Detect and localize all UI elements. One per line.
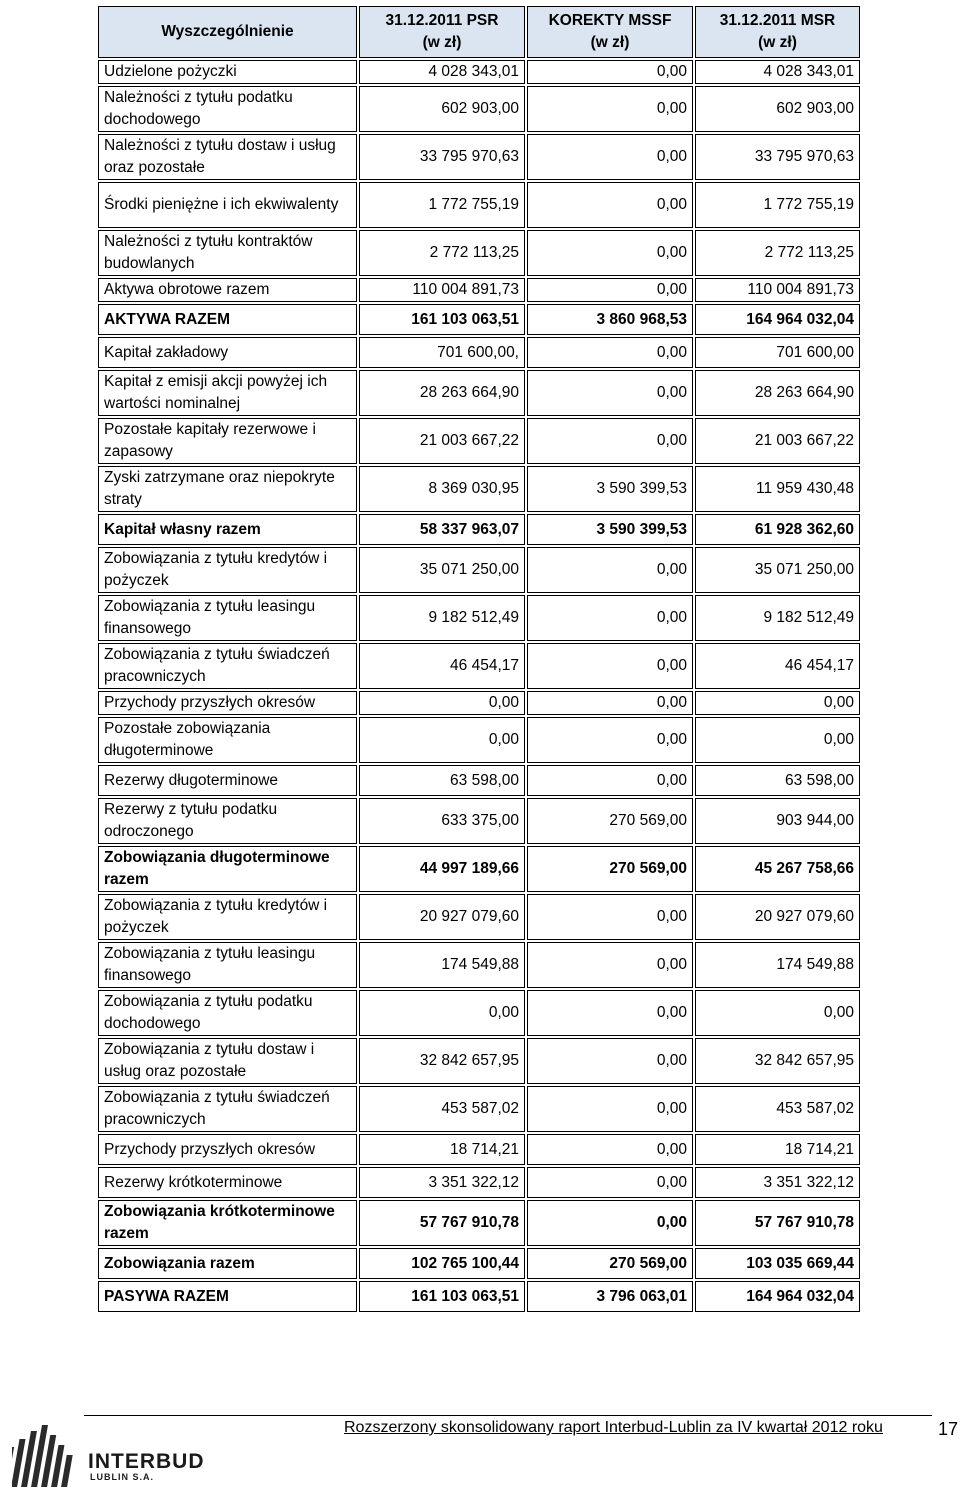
value-corrections: 0,00 (527, 990, 693, 1036)
row-label: Rezerwy z tytułu podatku odroczonego (98, 798, 357, 844)
table-row (98, 418, 860, 464)
value-psr: 0,00 (359, 717, 525, 763)
table-row (98, 1281, 860, 1312)
value-msr: 61 928 362,60 (695, 514, 860, 545)
value-msr: 2 772 113,25 (695, 230, 860, 276)
value-msr: 28 263 664,90 (695, 370, 860, 416)
report-title: Rozszerzony skonsolidowany raport Interbud-Lublin za IV kwartał 2012 roku (344, 1419, 883, 1436)
table-row (98, 942, 860, 988)
value-psr: 161 103 063,51 (359, 1281, 525, 1312)
row-label: Zobowiązania z tytułu dostaw i usług oraz pozostałe (98, 1038, 357, 1084)
table-row (98, 1167, 860, 1198)
value-psr: 58 337 963,07 (359, 514, 525, 545)
value-psr: 2 772 113,25 (359, 230, 525, 276)
table-row (98, 278, 860, 302)
table-row (98, 1200, 860, 1246)
row-label: Kapitał własny razem (98, 514, 357, 545)
row-label: Zyski zatrzymane oraz niepokryte straty (98, 466, 357, 512)
table-row (98, 643, 860, 689)
financial-table (96, 4, 862, 1314)
row-label: Przychody przyszłych okresów (98, 1134, 357, 1165)
row-label: Środki pieniężne i ich ekwiwalenty (98, 182, 357, 228)
value-corrections: 0,00 (527, 894, 693, 940)
table-row (98, 1248, 860, 1279)
value-psr: 63 598,00 (359, 765, 525, 796)
value-psr: 33 795 970,63 (359, 134, 525, 180)
value-corrections: 0,00 (527, 691, 693, 715)
table-row (98, 86, 860, 132)
value-corrections: 0,00 (527, 643, 693, 689)
row-label: AKTYWA RAZEM (98, 304, 357, 335)
value-msr: 57 767 910,78 (695, 1200, 860, 1246)
value-psr: 453 587,02 (359, 1086, 525, 1132)
value-msr: 453 587,02 (695, 1086, 860, 1132)
table-row (98, 798, 860, 844)
value-msr: 1 772 755,19 (695, 182, 860, 228)
value-corrections: 0,00 (527, 1167, 693, 1198)
value-msr: 32 842 657,95 (695, 1038, 860, 1084)
row-label: Należności z tytułu kontraktów budowlanych (98, 230, 357, 276)
table-row (98, 547, 860, 593)
value-msr: 33 795 970,63 (695, 134, 860, 180)
value-corrections: 0,00 (527, 717, 693, 763)
table-row (98, 230, 860, 276)
row-label: Zobowiązania razem (98, 1248, 357, 1279)
table-row (98, 990, 860, 1036)
value-psr: 44 997 189,66 (359, 846, 525, 892)
value-msr: 0,00 (695, 990, 860, 1036)
table-row (98, 717, 860, 763)
value-msr: 63 598,00 (695, 765, 860, 796)
value-psr: 0,00 (359, 990, 525, 1036)
table-row (98, 182, 860, 228)
table-row (98, 1038, 860, 1084)
value-corrections: 0,00 (527, 230, 693, 276)
value-corrections: 0,00 (527, 86, 693, 132)
value-corrections: 3 796 063,01 (527, 1281, 693, 1312)
value-corrections: 270 569,00 (527, 798, 693, 844)
row-label: Zobowiązania długoterminowe razem (98, 846, 357, 892)
row-label: Przychody przyszłych okresów (98, 691, 357, 715)
table-row (98, 894, 860, 940)
value-psr: 9 182 512,49 (359, 595, 525, 641)
row-label: Rezerwy długoterminowe (98, 765, 357, 796)
row-label: Rezerwy krótkoterminowe (98, 1167, 357, 1198)
row-label: Zobowiązania z tytułu leasingu finansowego (98, 595, 357, 641)
row-label: Aktywa obrotowe razem (98, 278, 357, 302)
value-psr: 1 772 755,19 (359, 182, 525, 228)
value-psr: 8 369 030,95 (359, 466, 525, 512)
row-label: Należności z tytułu podatku dochodowego (98, 86, 357, 132)
logo-wordmark: INTERBUD (88, 1450, 205, 1473)
value-corrections: 270 569,00 (527, 1248, 693, 1279)
row-label: Udzielone pożyczki (98, 60, 357, 84)
footer-divider (84, 1415, 932, 1416)
value-psr: 35 071 250,00 (359, 547, 525, 593)
table-row (98, 595, 860, 641)
value-msr: 701 600,00 (695, 337, 860, 368)
value-psr: 18 714,21 (359, 1134, 525, 1165)
value-corrections: 270 569,00 (527, 846, 693, 892)
value-corrections: 0,00 (527, 942, 693, 988)
value-psr: 102 765 100,44 (359, 1248, 525, 1279)
table-row (98, 134, 860, 180)
table-row (98, 1134, 860, 1165)
row-label: Pozostałe kapitały rezerwowe i zapasowy (98, 418, 357, 464)
value-msr: 4 028 343,01 (695, 60, 860, 84)
value-msr: 45 267 758,66 (695, 846, 860, 892)
value-msr: 0,00 (695, 691, 860, 715)
value-corrections: 0,00 (527, 182, 693, 228)
header-row (98, 6, 860, 58)
row-label: Zobowiązania krótkoterminowe razem (98, 1200, 357, 1246)
row-label: Kapitał z emisji akcji powyżej ich wartości nominalnej (98, 370, 357, 416)
row-label: PASYWA RAZEM (98, 1281, 357, 1312)
table-row (98, 765, 860, 796)
value-corrections: 0,00 (527, 1134, 693, 1165)
value-corrections: 0,00 (527, 134, 693, 180)
table-row (98, 846, 860, 892)
value-psr: 0,00 (359, 691, 525, 715)
value-psr: 57 767 910,78 (359, 1200, 525, 1246)
value-corrections: 0,00 (527, 765, 693, 796)
table-row (98, 466, 860, 512)
value-corrections: 0,00 (527, 1086, 693, 1132)
value-psr: 4 028 343,01 (359, 60, 525, 84)
value-msr: 11 959 430,48 (695, 466, 860, 512)
header-psr: 31.12.2011 PSR (w zł) (359, 6, 525, 58)
header-description: Wyszczególnienie (98, 6, 357, 58)
value-psr: 3 351 322,12 (359, 1167, 525, 1198)
value-corrections: 3 590 399,53 (527, 514, 693, 545)
value-msr: 20 927 079,60 (695, 894, 860, 940)
table-row (98, 370, 860, 416)
value-msr: 18 714,21 (695, 1134, 860, 1165)
header-msr: 31.12.2011 MSR (w zł) (695, 6, 860, 58)
row-label: Zobowiązania z tytułu kredytów i pożyczek (98, 894, 357, 940)
value-psr: 174 549,88 (359, 942, 525, 988)
value-psr: 701 600,00, (359, 337, 525, 368)
row-label: Należności z tytułu dostaw i usług oraz pozostałe (98, 134, 357, 180)
value-msr: 9 182 512,49 (695, 595, 860, 641)
table-row (98, 60, 860, 84)
table-row (98, 1086, 860, 1132)
value-psr: 32 842 657,95 (359, 1038, 525, 1084)
value-corrections: 0,00 (527, 547, 693, 593)
row-label: Zobowiązania z tytułu świadczeń pracowniczych (98, 643, 357, 689)
table-row (98, 514, 860, 545)
value-corrections: 0,00 (527, 370, 693, 416)
value-corrections: 0,00 (527, 1038, 693, 1084)
row-label: Zobowiązania z tytułu kredytów i pożyczek (98, 547, 357, 593)
header-corrections: KOREKTY MSSF (w zł) (527, 6, 693, 58)
value-psr: 20 927 079,60 (359, 894, 525, 940)
value-corrections: 0,00 (527, 418, 693, 464)
value-msr: 164 964 032,04 (695, 1281, 860, 1312)
row-label: Pozostałe zobowiązania długoterminowe (98, 717, 357, 763)
row-label: Zobowiązania z tytułu leasingu finansowego (98, 942, 357, 988)
value-msr: 21 003 667,22 (695, 418, 860, 464)
value-psr: 21 003 667,22 (359, 418, 525, 464)
value-msr: 103 035 669,44 (695, 1248, 860, 1279)
table-row (98, 304, 860, 335)
value-msr: 110 004 891,73 (695, 278, 860, 302)
value-corrections: 3 860 968,53 (527, 304, 693, 335)
balance-sheet (96, 4, 860, 1314)
value-msr: 0,00 (695, 717, 860, 763)
row-label: Zobowiązania z tytułu podatku dochodowego (98, 990, 357, 1036)
value-psr: 161 103 063,51 (359, 304, 525, 335)
row-label: Zobowiązania z tytułu świadczeń pracowniczych (98, 1086, 357, 1132)
logo-subtitle: LUBLIN S.A. (90, 1472, 154, 1482)
value-msr: 3 351 322,12 (695, 1167, 860, 1198)
value-corrections: 3 590 399,53 (527, 466, 693, 512)
value-corrections: 0,00 (527, 1200, 693, 1246)
row-label: Kapitał zakładowy (98, 337, 357, 368)
value-psr: 633 375,00 (359, 798, 525, 844)
value-msr: 164 964 032,04 (695, 304, 860, 335)
value-corrections: 0,00 (527, 595, 693, 641)
value-msr: 35 071 250,00 (695, 547, 860, 593)
value-msr: 174 549,88 (695, 942, 860, 988)
page-number: 17 (938, 1419, 959, 1439)
value-psr: 602 903,00 (359, 86, 525, 132)
value-corrections: 0,00 (527, 337, 693, 368)
value-msr: 602 903,00 (695, 86, 860, 132)
value-psr: 46 454,17 (359, 643, 525, 689)
table-row (98, 337, 860, 368)
value-msr: 46 454,17 (695, 643, 860, 689)
value-corrections: 0,00 (527, 60, 693, 84)
table-row (98, 691, 860, 715)
value-msr: 903 944,00 (695, 798, 860, 844)
value-corrections: 0,00 (527, 278, 693, 302)
value-psr: 28 263 664,90 (359, 370, 525, 416)
value-psr: 110 004 891,73 (359, 278, 525, 302)
